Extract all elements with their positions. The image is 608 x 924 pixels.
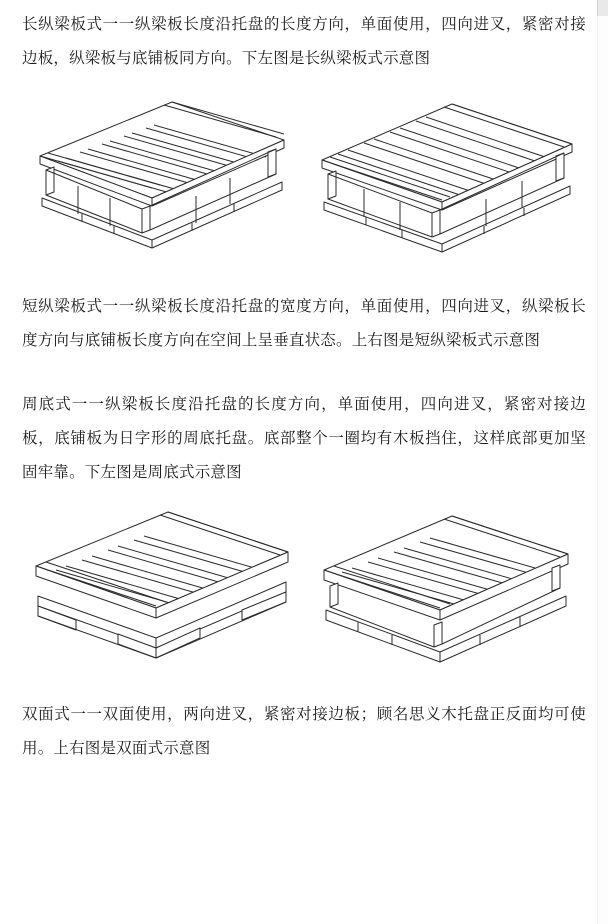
spacer [22,358,586,388]
paragraph-perimeter-base: 周底式一一纵梁板长度沿托盘的长度方向，单面使用，四向进叉，紧密对接边板，底铺板为日字形的周底托盘。底部整个一圈均有木板挡住，这样底部更加坚固牢靠。下左图是周底式示意图 [22,396,586,481]
spacer [22,260,586,290]
page-edge-strip [597,16,608,924]
figure-long-stringer-pallet [22,90,300,260]
spacer [22,76,586,90]
figure-perimeter-base-pallet [22,504,300,674]
figure-double-face-pallet [308,504,586,674]
spacer [22,674,586,698]
page-corner-artifact [597,0,608,16]
figure-row-1 [22,90,586,260]
paragraph-double-face: 双面式一一双面使用，两向进叉，紧密对接边板；顾名思义木托盘正反面均可使用。上右图是双面式示意图 [22,706,586,757]
figure-row-2 [22,504,586,674]
paragraph-long-stringer: 长纵梁板式一一纵梁板长度沿托盘的长度方向，单面使用，四向进叉，紧密对接边板，纵梁板与底铺板同方向。下左图是长纵梁板式示意图 [22,16,586,67]
paragraph-short-stringer: 短纵梁板式一一纵梁板长度沿托盘的宽度方向，单面使用，四向进叉，纵梁板长度方向与底铺板长度方向在空间上呈垂直状态。上右图是短纵梁板式示意图 [22,298,586,349]
spacer [22,490,586,504]
figure-short-stringer-pallet [308,90,586,260]
